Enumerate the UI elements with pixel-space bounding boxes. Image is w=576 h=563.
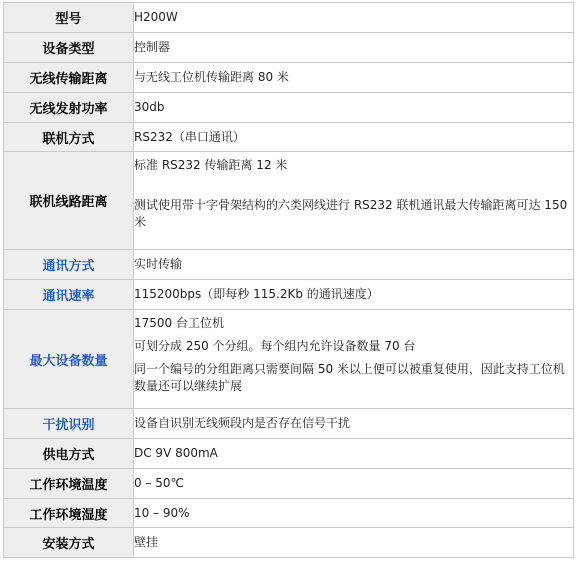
table-row — [4, 152, 574, 250]
row-label: 设备类型 — [4, 33, 134, 63]
row-label: 通讯方式 — [4, 250, 134, 280]
table-row — [4, 528, 574, 558]
value-line: 可划分成 250 个分组。每个组内允许设备数量 70 台 — [134, 339, 416, 353]
row-label: 通讯速率 — [4, 280, 134, 310]
value-line: 标准 RS232 传输距离 12 米 — [134, 158, 288, 172]
row-value: RS232（串口通讯） — [134, 123, 574, 152]
row-value: 115200bps（即每秒 115.2Kb 的通讯速度） — [134, 280, 574, 310]
row-label: 无线发射功率 — [4, 93, 134, 123]
row-label: 最大设备数量 — [4, 310, 134, 409]
row-value: 实时传输 — [134, 250, 574, 280]
value-line: 17500 台工位机 — [134, 316, 224, 330]
value-line: 同一个编号的分组距离只需要间隔 50 米以上便可以被重复使用，因此支持工位机数量还可以继续扩展 — [134, 362, 565, 393]
table-row — [4, 469, 574, 499]
row-value — [134, 152, 574, 250]
table-row — [4, 123, 574, 152]
row-label: 工作环境湿度 — [4, 499, 134, 528]
row-value: 0 – 50℃ — [134, 469, 574, 499]
table-row — [4, 63, 574, 93]
table-row — [4, 3, 574, 33]
row-label: 供电方式 — [4, 439, 134, 469]
value-line: 测试使用带十字骨架结构的六类网线进行 RS232 联机通讯最大传输距离可达 150 米 — [134, 198, 568, 229]
row-value — [134, 310, 574, 409]
row-label: 联机线路距离 — [4, 152, 134, 250]
table-row — [4, 280, 574, 310]
row-value: 与无线工位机传输距离 80 米 — [134, 63, 574, 93]
row-value: H200W — [134, 3, 574, 33]
table-row — [4, 250, 574, 280]
row-label: 联机方式 — [4, 123, 134, 152]
table-row — [4, 310, 574, 409]
row-value: 设备自识别无线频段内是否存在信号干扰 — [134, 409, 574, 439]
row-value: 壁挂 — [134, 528, 574, 558]
table-row — [4, 33, 574, 63]
row-label: 工作环境温度 — [4, 469, 134, 499]
row-value: 10 – 90% — [134, 499, 574, 528]
row-label: 型号 — [4, 3, 134, 33]
spec-table — [3, 2, 574, 558]
table-row — [4, 439, 574, 469]
row-label: 干扰识别 — [4, 409, 134, 439]
row-value: 控制器 — [134, 33, 574, 63]
row-value: DC 9V 800mA — [134, 439, 574, 469]
row-label: 安装方式 — [4, 528, 134, 558]
table-row — [4, 93, 574, 123]
row-value: 30db — [134, 93, 574, 123]
row-label: 无线传输距离 — [4, 63, 134, 93]
table-row — [4, 409, 574, 439]
table-row — [4, 499, 574, 528]
